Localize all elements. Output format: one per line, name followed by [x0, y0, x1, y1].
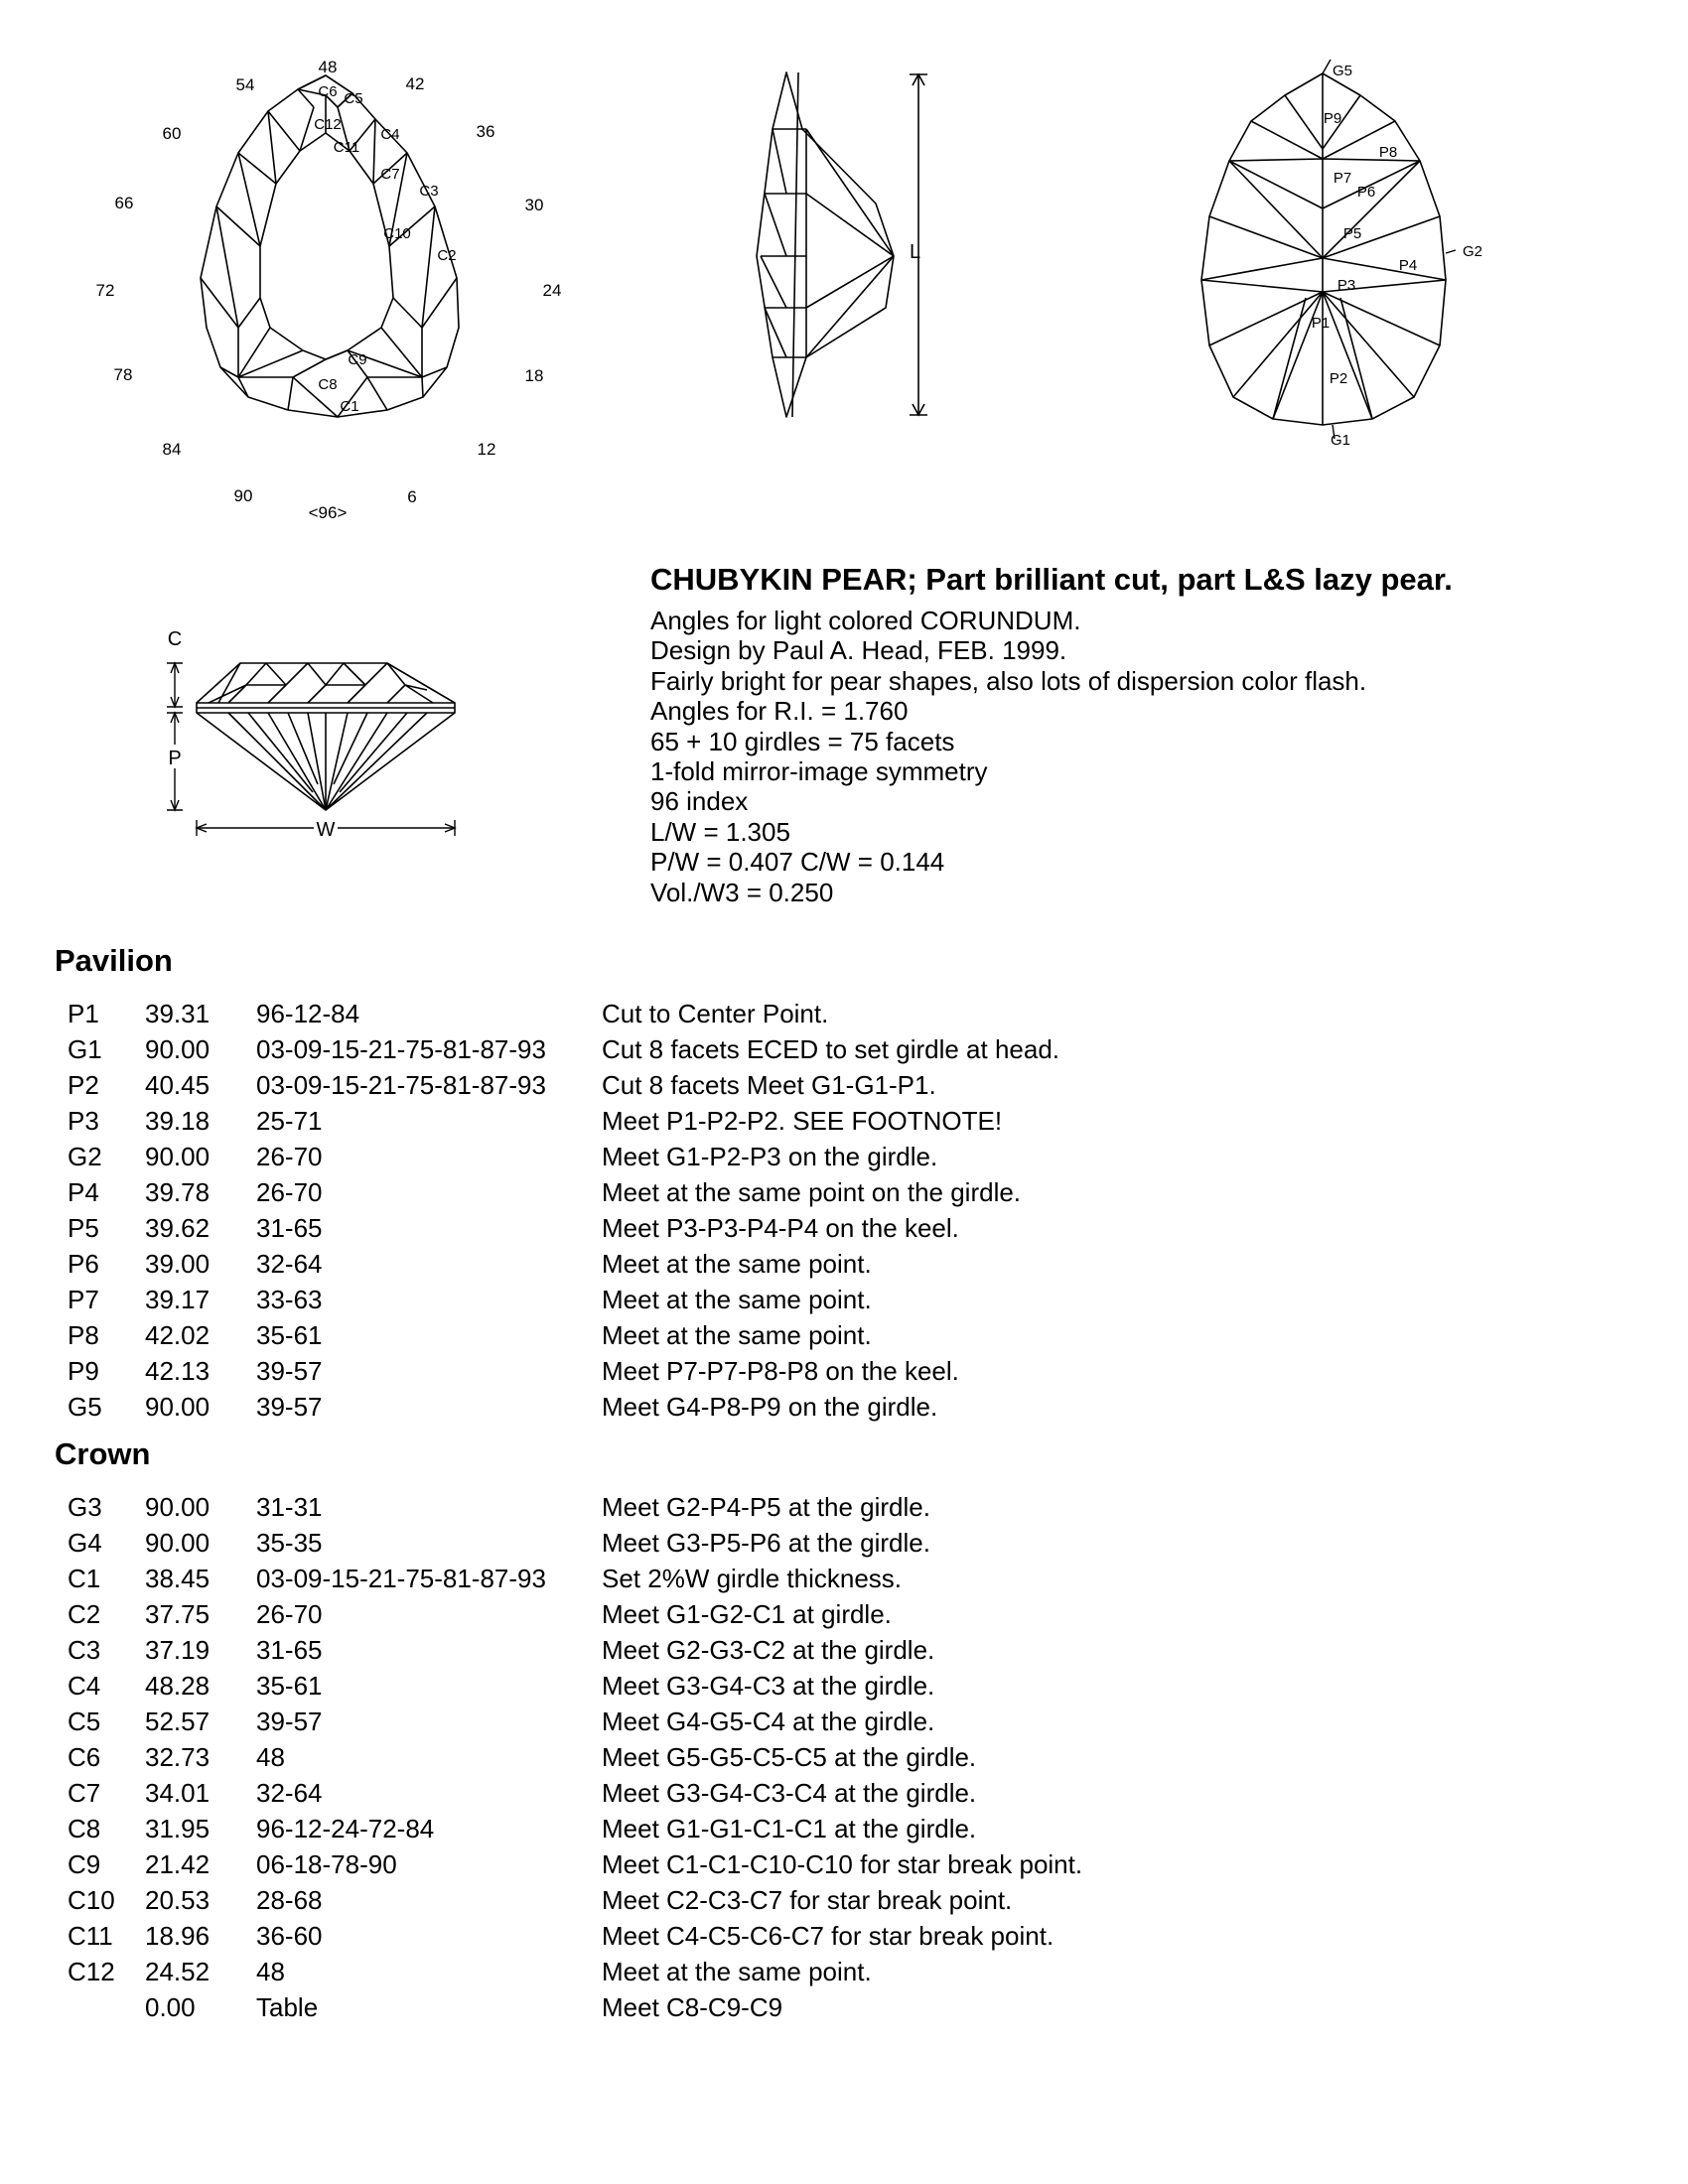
facet-angle: 34.01	[145, 1778, 211, 1808]
table-row	[0, 1213, 1688, 1249]
facet-name: C4	[68, 1671, 101, 1701]
facet-angle: 21.42	[145, 1849, 211, 1879]
crown-facet-label: C2	[437, 247, 457, 264]
facet-name: C6	[68, 1742, 101, 1772]
facet-angle: 90.00	[145, 1392, 211, 1422]
crown-facet-label: C10	[383, 225, 411, 242]
facet-angle: 39.00	[145, 1249, 211, 1279]
crown-index-label: 60	[162, 124, 182, 143]
crown-index-label: 78	[113, 365, 133, 384]
facet-note: Meet at the same point.	[602, 1957, 872, 1986]
crown-facet-label: C5	[344, 90, 363, 107]
facet-name: P6	[68, 1249, 99, 1279]
facet-index: 33-63	[256, 1285, 323, 1314]
table-row	[0, 1142, 1688, 1177]
facet-name: G1	[68, 1034, 102, 1064]
facet-index: 35-35	[256, 1528, 323, 1558]
info-line: 65 + 10 girdles = 75 facets	[650, 726, 955, 756]
facet-angle: 40.45	[145, 1070, 211, 1100]
pavilion-facet-label: P4	[1398, 257, 1418, 274]
facet-note: Meet G1-G2-C1 at girdle.	[602, 1599, 892, 1629]
facet-name: P5	[68, 1213, 99, 1243]
table-row	[0, 1177, 1688, 1213]
facet-note: Meet G1-P2-P3 on the girdle.	[602, 1142, 938, 1171]
crown-index-label: 24	[542, 281, 562, 300]
table-row	[0, 1921, 1688, 1957]
facet-index: 25-71	[256, 1106, 323, 1136]
facet-angle: 90.00	[145, 1492, 211, 1522]
pavilion-view-diagram	[1152, 50, 1509, 467]
facet-index: 35-61	[256, 1671, 323, 1701]
facet-note: Meet G4-G5-C4 at the girdle.	[602, 1706, 935, 1736]
facet-name: C5	[68, 1706, 101, 1736]
facet-name: C12	[68, 1957, 115, 1986]
facet-note: Meet C1-C1-C10-C10 for star break point.	[602, 1849, 1083, 1879]
crown-index-label: 84	[162, 440, 182, 459]
facet-index: 31-65	[256, 1635, 323, 1665]
crown-facet-label: C6	[318, 83, 338, 100]
crown-index-label: 72	[95, 281, 115, 300]
pavilion-facet-label: G2	[1462, 243, 1483, 260]
facet-note: Meet at the same point on the girdle.	[602, 1177, 1022, 1207]
pavilion-facet-label: P5	[1342, 225, 1362, 242]
crown-facet-label: C1	[340, 398, 359, 415]
table-row	[0, 1564, 1688, 1599]
facet-name: G3	[68, 1492, 102, 1522]
facet-index: 26-70	[256, 1142, 323, 1171]
table-row	[0, 1356, 1688, 1392]
facet-index: Table	[256, 1992, 319, 2022]
facet-angle: 48.28	[145, 1671, 211, 1701]
facet-index: 32-64	[256, 1778, 323, 1808]
facet-note: Meet G3-G4-C3 at the girdle.	[602, 1671, 935, 1701]
table-row	[0, 1671, 1688, 1706]
crown-index-label: 90	[233, 486, 253, 505]
facet-index: 03-09-15-21-75-81-87-93	[256, 1564, 546, 1593]
facet-note: Meet P3-P3-P4-P4 on the keel.	[602, 1213, 959, 1243]
pavilion-facet-label: P7	[1333, 170, 1352, 187]
facet-note: Meet C2-C3-C7 for star break point.	[602, 1885, 1013, 1915]
table-row	[0, 1320, 1688, 1356]
facet-name: C3	[68, 1635, 101, 1665]
table-row	[0, 1492, 1688, 1528]
table-row	[0, 1070, 1688, 1106]
table-row	[0, 1106, 1688, 1142]
facet-index: 39-57	[256, 1356, 323, 1386]
facet-note: Meet G3-G4-C3-C4 at the girdle.	[602, 1778, 977, 1808]
facet-index: 39-57	[256, 1392, 323, 1422]
crown-index-label: 54	[235, 75, 255, 94]
facet-name: G4	[68, 1528, 102, 1558]
facet-index: 28-68	[256, 1885, 323, 1915]
table-row	[0, 1849, 1688, 1885]
facet-name: P9	[68, 1356, 99, 1386]
facet-note: Meet G4-P8-P9 on the girdle.	[602, 1392, 938, 1422]
facet-note: Meet G1-G1-C1-C1 at the girdle.	[602, 1814, 977, 1843]
facet-note: Meet G2-G3-C2 at the girdle.	[602, 1635, 935, 1665]
info-line: Angles for light colored CORUNDUM.	[650, 606, 1081, 635]
pavilion-facet-label: P2	[1329, 370, 1348, 387]
table-row	[0, 1528, 1688, 1564]
facet-name: P8	[68, 1320, 99, 1350]
facet-index: 48	[256, 1742, 285, 1772]
crown-facet-label: C4	[380, 126, 400, 143]
facet-name: G5	[68, 1392, 102, 1422]
facet-name: C8	[68, 1814, 101, 1843]
table-row	[0, 1992, 1688, 2028]
pavilion-depth-label: P	[168, 748, 182, 769]
facet-angle: 24.52	[145, 1957, 211, 1986]
facet-index: 31-65	[256, 1213, 323, 1243]
crown-facet-label: C11	[333, 139, 360, 156]
info-line: Angles for R.I. = 1.760	[650, 696, 909, 727]
pavilion-heading: Pavilion	[55, 943, 173, 978]
facet-note: Meet G3-P5-P6 at the girdle.	[602, 1528, 930, 1558]
profile-view-diagram	[715, 50, 953, 437]
facet-note: Cut 8 facets ECED to set girdle at head.	[602, 1034, 1060, 1064]
facet-name: C11	[68, 1921, 113, 1951]
facet-angle: 90.00	[145, 1034, 211, 1064]
facet-name: C7	[68, 1778, 101, 1808]
facet-angle: 32.73	[145, 1742, 211, 1772]
crown-index-label: 48	[318, 58, 338, 76]
crown-index-label: <96>	[308, 503, 348, 522]
facet-name: P2	[68, 1070, 99, 1100]
side-view-diagram	[149, 615, 487, 854]
facet-angle: 90.00	[145, 1142, 211, 1171]
facet-angle: 18.96	[145, 1921, 211, 1951]
facet-note: Meet at the same point.	[602, 1249, 872, 1279]
facet-index: 36-60	[256, 1921, 323, 1951]
crown-index-label: 30	[524, 196, 544, 214]
crown-index-label: 18	[524, 366, 544, 385]
info-line: 1-fold mirror-image symmetry	[650, 756, 988, 787]
facet-note: Meet at the same point.	[602, 1285, 872, 1314]
info-line: 96 index	[650, 786, 749, 817]
facet-note: Cut to Center Point.	[602, 999, 829, 1028]
pavilion-facet-label: G1	[1330, 432, 1351, 449]
facet-index: 26-70	[256, 1599, 323, 1629]
facet-angle: 39.31	[145, 999, 211, 1028]
facet-angle: 38.45	[145, 1564, 211, 1593]
facet-angle: 52.57	[145, 1706, 211, 1736]
pavilion-facet-label: P9	[1323, 110, 1342, 127]
facet-angle: 42.02	[145, 1320, 211, 1350]
crown-index-label: 42	[405, 74, 425, 93]
facet-angle: 42.13	[145, 1356, 211, 1386]
facet-index: 26-70	[256, 1177, 323, 1207]
facet-name: P4	[68, 1177, 99, 1207]
crown-heading: Crown	[55, 1436, 151, 1471]
facet-note: Meet G2-P4-P5 at the girdle.	[602, 1492, 930, 1522]
facet-index: 48	[256, 1957, 285, 1986]
facet-name: C10	[68, 1885, 115, 1915]
pavilion-facet-label: P6	[1356, 184, 1376, 201]
crown-height-label: C	[167, 628, 183, 650]
crown-facet-label: C3	[419, 183, 439, 200]
facet-name: C1	[68, 1564, 101, 1593]
table-row	[0, 1885, 1688, 1921]
crown-index-label: 12	[477, 440, 496, 459]
crown-index-label: 36	[476, 122, 495, 141]
facet-angle: 0.00	[145, 1992, 196, 2022]
facet-name: C2	[68, 1599, 101, 1629]
facet-angle: 90.00	[145, 1528, 211, 1558]
table-row	[0, 1706, 1688, 1742]
facet-index: 96-12-84	[256, 999, 360, 1028]
pavilion-facet-label: G5	[1332, 63, 1353, 79]
facet-note: Meet P7-P7-P8-P8 on the keel.	[602, 1356, 959, 1386]
facet-index: 03-09-15-21-75-81-87-93	[256, 1070, 546, 1100]
table-row	[0, 1957, 1688, 1992]
design-title: CHUBYKIN PEAR; Part brilliant cut, part L&S lazy pear.	[650, 562, 1453, 597]
facet-index: 35-61	[256, 1320, 323, 1350]
pavilion-facet-label: P3	[1336, 277, 1356, 294]
facet-note: Meet C8-C9-C9	[602, 1992, 783, 2022]
facet-index: 06-18-78-90	[256, 1849, 397, 1879]
info-line: L/W = 1.305	[650, 816, 790, 847]
crown-facet-label: C9	[348, 351, 367, 368]
facet-note: Meet at the same point.	[602, 1320, 872, 1350]
facet-angle: 39.18	[145, 1106, 211, 1136]
pavilion-facet-label: P1	[1311, 315, 1331, 332]
table-row	[0, 1778, 1688, 1814]
table-row	[0, 1742, 1688, 1778]
facet-index: 31-31	[256, 1492, 323, 1522]
facet-index: 96-12-24-72-84	[256, 1814, 435, 1843]
info-line: Fairly bright for pear shapes, also lots of dispersion color flash.	[650, 665, 1367, 696]
facet-name: P1	[68, 999, 99, 1028]
facet-angle: 39.17	[145, 1285, 211, 1314]
crown-index-label: 6	[407, 487, 417, 506]
facet-name: P3	[68, 1106, 99, 1136]
pavilion-facet-label: P8	[1378, 144, 1398, 161]
info-line: P/W = 0.407 C/W = 0.144	[650, 847, 945, 878]
facet-name: P7	[68, 1285, 99, 1314]
crown-facet-label: C8	[318, 376, 338, 393]
table-row	[0, 1249, 1688, 1285]
info-line: Design by Paul A. Head, FEB. 1999.	[650, 635, 1067, 666]
facet-note: Meet C4-C5-C6-C7 for star break point.	[602, 1921, 1055, 1951]
length-label: L	[910, 241, 921, 263]
crown-facet-label: C12	[314, 116, 342, 133]
facet-note: Meet P1-P2-P2. SEE FOOTNOTE!	[602, 1106, 1003, 1136]
facet-index: 03-09-15-21-75-81-87-93	[256, 1034, 546, 1064]
facet-index: 39-57	[256, 1706, 323, 1736]
table-row	[0, 1599, 1688, 1635]
profile-outline	[757, 72, 894, 417]
design-info	[650, 606, 1366, 907]
table-row	[0, 1392, 1688, 1428]
info-line: Vol./W3 = 0.250	[650, 877, 834, 907]
facet-angle: 31.95	[145, 1814, 211, 1843]
width-label: W	[316, 819, 336, 841]
facet-angle: 39.78	[145, 1177, 211, 1207]
table-row	[0, 1285, 1688, 1320]
facet-name: C9	[68, 1849, 101, 1879]
crown-index-label: 66	[114, 194, 134, 212]
table-row	[0, 999, 1688, 1034]
facet-index: 32-64	[256, 1249, 323, 1279]
table-row	[0, 1635, 1688, 1671]
crown-view-diagram	[0, 0, 635, 536]
facet-angle: 20.53	[145, 1885, 211, 1915]
facet-note: Cut 8 facets Meet G1-G1-P1.	[602, 1070, 936, 1100]
facet-angle: 37.19	[145, 1635, 211, 1665]
facet-angle: 39.62	[145, 1213, 211, 1243]
facet-note: Meet G5-G5-C5-C5 at the girdle.	[602, 1742, 977, 1772]
crown-facet-label: C7	[380, 166, 400, 183]
table-row	[0, 1034, 1688, 1070]
table-row	[0, 1814, 1688, 1849]
facet-name: G2	[68, 1142, 102, 1171]
facet-note: Set 2%W girdle thickness.	[602, 1564, 903, 1593]
facet-angle: 37.75	[145, 1599, 211, 1629]
